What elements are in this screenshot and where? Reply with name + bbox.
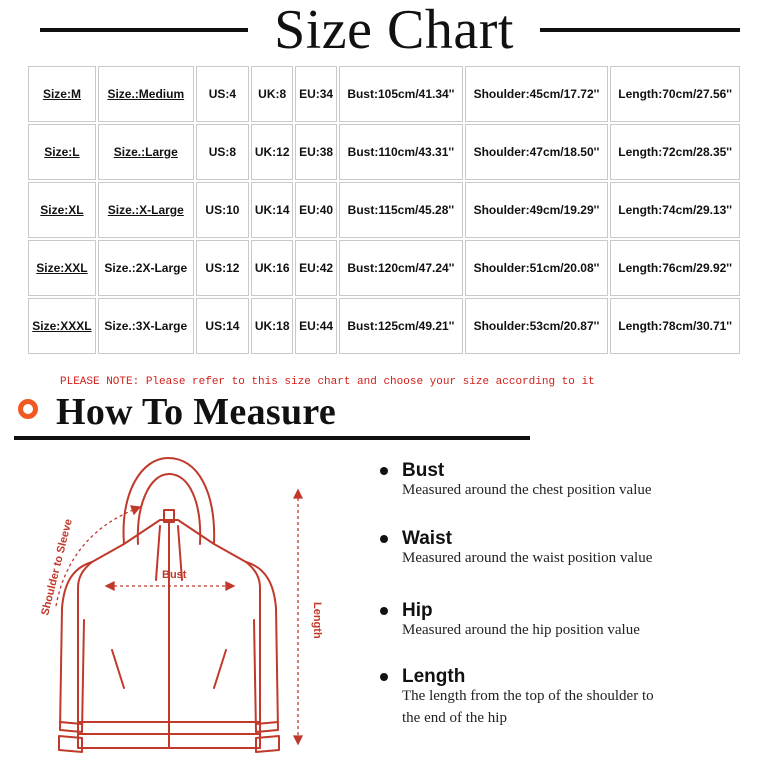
cell-us: US:10 — [196, 182, 250, 238]
cell-bust: Bust:115cm/45.28'' — [339, 182, 463, 238]
cell-eu: EU:34 — [295, 66, 337, 122]
bullet-icon — [380, 535, 388, 543]
measure-desc: The length from the top of the shoulder to — [402, 688, 654, 704]
cell-us: US:14 — [196, 298, 250, 354]
measure-label: Waist — [402, 528, 452, 549]
cell-bust: Bust:105cm/41.34'' — [339, 66, 463, 122]
cell-bust: Bust:120cm/47.24'' — [339, 240, 463, 296]
title-rule-left — [40, 28, 248, 32]
cell-shoulder: Shoulder:49cm/19.29'' — [465, 182, 609, 238]
cell-eu: EU:38 — [295, 124, 337, 180]
cell-uk: UK:8 — [251, 66, 293, 122]
measure-desc: Measured around the chest position value — [402, 482, 652, 498]
cell-eu: EU:40 — [295, 182, 337, 238]
table-row — [28, 124, 740, 180]
cell-us: US:12 — [196, 240, 250, 296]
cell-shoulder: Shoulder:47cm/18.50'' — [465, 124, 609, 180]
cell-length: Length:72cm/28.35'' — [610, 124, 740, 180]
bust-arrow-head-left — [106, 582, 114, 590]
cell-bust: Bust:125cm/49.21'' — [339, 298, 463, 354]
table-row — [28, 298, 740, 354]
measure-desc: Measured around the waist position value — [402, 550, 653, 566]
measure-label: Length — [402, 666, 466, 687]
label-shoulder-to-sleeve: Shoulder to Sleeve — [39, 517, 75, 617]
cell-size-name: Size.:2X-Large — [98, 240, 194, 296]
cell-size: Size:XXXL — [28, 298, 96, 354]
table-row — [28, 240, 740, 296]
bust-arrow-head-right — [226, 582, 234, 590]
jacket-diagram — [20, 452, 350, 762]
cell-bust: Bust:110cm/43.31'' — [339, 124, 463, 180]
size-note: PLEASE NOTE: Please refer to this size chart and choose your size according to it — [60, 376, 595, 388]
jacket-right-sleeve — [246, 562, 278, 732]
page-title: Size Chart — [274, 0, 514, 61]
cell-size: Size:XXL — [28, 240, 96, 296]
cell-uk: UK:12 — [251, 124, 293, 180]
cell-size-name: Size.:3X-Large — [98, 298, 194, 354]
measure-desc: the end of the hip — [402, 710, 507, 726]
cell-eu: EU:42 — [295, 240, 337, 296]
cell-size: Size:L — [28, 124, 96, 180]
cell-length: Length:76cm/29.92'' — [610, 240, 740, 296]
table-row — [28, 182, 740, 238]
cell-size-name: Size.:Large — [98, 124, 194, 180]
bullet-icon — [380, 607, 388, 615]
length-arrow-head-bottom — [294, 736, 302, 744]
cell-us: US:4 — [196, 66, 250, 122]
shoulder-arrow-head — [131, 506, 140, 514]
cell-size: Size:M — [28, 66, 96, 122]
measure-label: Hip — [402, 600, 433, 621]
table-row — [28, 66, 740, 122]
section-title: How To Measure — [56, 391, 337, 433]
circle-icon — [18, 399, 38, 419]
cell-length: Length:70cm/27.56'' — [610, 66, 740, 122]
bullet-icon — [380, 467, 388, 475]
label-bust: Bust — [162, 569, 187, 581]
cell-length: Length:74cm/29.13'' — [610, 182, 740, 238]
cell-size: Size:XL — [28, 182, 96, 238]
cell-uk: UK:18 — [251, 298, 293, 354]
title-rule-right — [540, 28, 740, 32]
cell-eu: EU:44 — [295, 298, 337, 354]
cell-length: Length:78cm/30.71'' — [610, 298, 740, 354]
label-length: Length — [311, 602, 323, 639]
jacket-left-sleeve — [60, 562, 92, 732]
cell-uk: UK:16 — [251, 240, 293, 296]
cell-shoulder: Shoulder:53cm/20.87'' — [465, 298, 609, 354]
cell-size-name: Size.:Medium — [98, 66, 194, 122]
measure-desc: Measured around the hip position value — [402, 622, 640, 638]
cell-size-name: Size.:X-Large — [98, 182, 194, 238]
cell-uk: UK:14 — [251, 182, 293, 238]
bullet-icon — [380, 673, 388, 681]
length-arrow-head-top — [294, 490, 302, 498]
cell-shoulder: Shoulder:51cm/20.08'' — [465, 240, 609, 296]
how-to-measure-header — [14, 392, 534, 442]
section-rule — [14, 436, 530, 440]
size-chart-header — [0, 0, 768, 60]
cell-us: US:8 — [196, 124, 250, 180]
size-chart-table — [26, 64, 742, 356]
measure-label: Bust — [402, 460, 445, 481]
cell-shoulder: Shoulder:45cm/17.72'' — [465, 66, 609, 122]
